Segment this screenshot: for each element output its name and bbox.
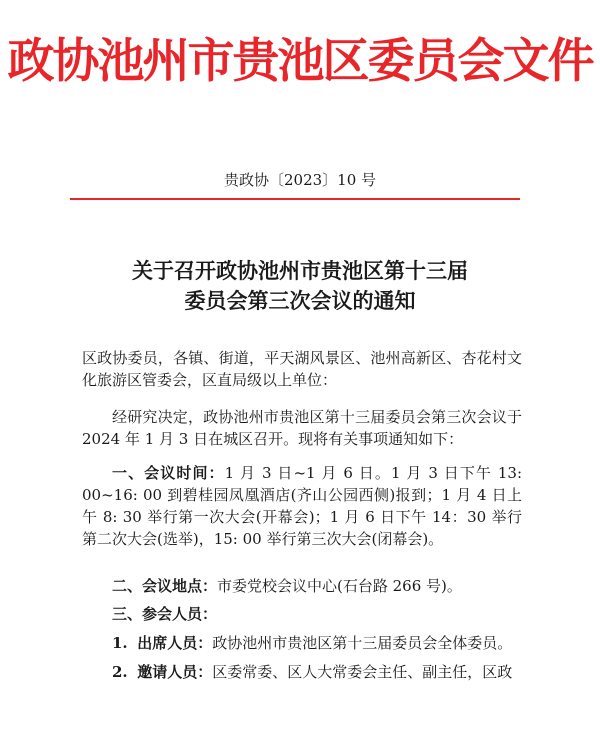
attendees-item-1-text: 政协池州市贵池区第十三届委员会全体委员。 <box>212 634 513 652</box>
section-meeting-location-heading: 二、会议地点： <box>112 577 218 595</box>
section-attendees-heading <box>82 603 522 625</box>
intro-paragraph: 经研究决定，政协池州市贵池区第十三届委员会第三次会议于 2024 年 1 月 3 日在城区召开。现将有关事项通知如下： <box>82 408 522 448</box>
attendees-item-1 <box>82 632 522 654</box>
attendees-item-1-label: 出席人员： <box>137 634 213 652</box>
attendees-item-1-number: 1. <box>112 634 128 652</box>
attendees-item-2-text: 区委常委、区人大常委会主任、副主任，区政 <box>212 663 513 681</box>
section-meeting-time <box>82 462 522 550</box>
notice-title-line-1: 关于召开政协池州市贵池区第十三届 <box>132 258 468 283</box>
section-meeting-location <box>82 575 522 597</box>
document-number: 贵政协〔2023〕10 号 <box>223 171 377 189</box>
attendees-item-2-label: 邀请人员： <box>137 663 213 681</box>
notice-title <box>0 256 600 316</box>
section-attendees-heading-text: 三、参会人员： <box>112 605 218 623</box>
section-meeting-location-text: 市委党校会议中心(石台路 266 号)。 <box>217 577 462 595</box>
attendees-item-2 <box>82 661 522 683</box>
attendees-item-2-number: 2. <box>112 663 128 681</box>
section-meeting-time-text: 1 月 3 日~1 月 6 日。1 月 3 日下午 13: 00~16: 00 到碧桂园凤凰酒店(齐山公园西侧)报到；1 月 4 日上午 8: 30 举行第一次大会(开幕会)；1 月 6 日下午 14：30 举行第二次大会(选举)，15: 00 举行第三次大会(闭幕会)。 <box>82 464 522 548</box>
addressee-paragraph: 区政协委员，各镇、街道，平天湖风景区、池州高新区、杏花村文化旅游区管委会，区直局级以上单位： <box>82 349 522 389</box>
section-meeting-time-heading: 一、会议时间： <box>112 464 225 482</box>
red-divider-line <box>70 198 520 200</box>
notice-title-line-2: 委员会第三次会议的通知 <box>184 288 416 313</box>
document-masthead: 政协池州市贵池区委员会文件 <box>7 34 593 89</box>
